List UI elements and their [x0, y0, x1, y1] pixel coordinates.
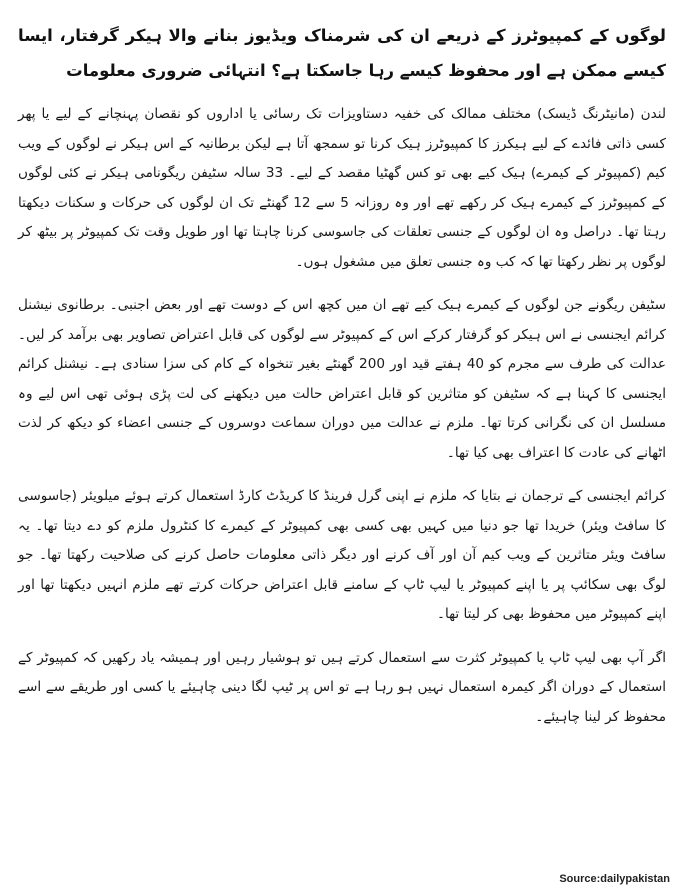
article-paragraph-3: کرائم ایجنسی کے ترجمان نے بتایا کہ ملزم نے اپنی گرل فرینڈ کا کریڈٹ کارڈ استعمال کرتے ہوئے میلویئر (جاسوسی کا سافٹ ویئر) خریدا تھا جو دنیا میں کہیں بھی کسی بھی کمپیوٹر کے کیمرے کا کنٹرول ملزم کو دے دیتا تھا۔ یہ سافٹ ویئر متاثرین کے ویب کیم آن اور آف کرنے اور دیگر ذاتی معلومات حاصل کرنے کی صلاحیت رکھتا تھا۔ جو لوگ بھی سکائپ پر یا اپنے کمپیوٹر یا لیپ ٹاپ کے سامنے قابل اعتراض حرکات کرتے تھے ملزم انہیں دیکھتا تھا اور اپنے کمپیوٹر میں محفوظ بھی کر لیتا تھا۔	[18, 488, 666, 622]
article-paragraph-2: سٹیفن ریگونے جن لوگوں کے کیمرے ہیک کیے تھے ان میں کچھ اس کے دوست تھے اور بعض اجنبی۔ برطانوی نیشنل کرائم ایجنسی نے اس ہیکر کو گرفتار کرکے اس کے کمپیوٹر سے لوگوں کی قابل اعتراض تصاویر بھی برآمد کر لیں۔ عدالت کی طرف سے مجرم کو 40 ہفتے قید اور 200 گھنٹے بغیر تنخواہ کے کام کی سزا سنادی ہے۔ نیشنل کرائم ایجنسی کا کہنا ہے کہ سٹیفن کو متاثرین کو قابل اعتراض حالت میں دیکھنے کی لت پڑی ہوئی تھی اس لیے وہ مسلسل ان کی نگرانی کرتا تھا۔ ملزم نے عدالت میں دوران سماعت دوسروں کے جنسی اعضاء کو دیکھ کر لذت اٹھانے کی عادت کا اعتراف بھی کیا تھا۔	[18, 297, 666, 461]
article-paragraph-1: لندن (مانیٹرنگ ڈیسک) مختلف ممالک کی خفیہ دستاویزات تک رسائی یا اداروں کو نقصان پہنچانے کے لیے یا پھر کسی ذاتی فائدے کے لیے ہیکرز کا کمپیوٹرز ہیک کرنا تو سمجھ آتا ہے لیکن برطانیہ کے اس ہیکر نے لوگوں کے ویب کیم (کمپیوٹر کے کیمرے) ہیک کیے بھی تو کس گھٹیا مقصد کے لیے۔ 33 سالہ سٹیفن ریگونامی ہیکر نے کئی لوگوں کے کمپیوٹرز کے کیمرے ہیک کر رکھے تھے اور وہ روزانہ 5 سے 12 گھنٹے تک ان لوگوں کی حرکات و سکنات دیکھتا رہتا تھا۔ دراصل وہ ان لوگوں کے جنسی تعلقات کی جاسوسی کرنا چاہتا تھا اور طویل وقت تک کمپیوٹر پر بیٹھ کر لوگوں پر نظر رکھتا تھا کہ کب وہ جنسی تعلق میں مشغول ہوں۔	[18, 106, 666, 270]
article-paragraph-4: اگر آپ بھی لیپ ٹاپ یا کمپیوٹر کثرت سے استعمال کرتے ہیں تو ہوشیار رہیں اور ہمیشہ یاد رکھیں کہ کمپیوٹر کے استعمال کے دوران اگر کیمرہ استعمال نہیں ہو رہا ہے تو اس پر ٹیپ لگا دینی چاہیئے یا کسی اور طریقے سے اسے محفوظ کر لینا چاہیئے۔	[18, 649, 666, 725]
source-credit: Source:dailypakistan	[559, 873, 670, 885]
article-headline: لوگوں کے کمپیوٹرز کے ذریعے ان کی شرمناک ویڈیوز بنانے والا ہیکر گرفتار، ایسا کیسے ممکن ہے اور محفوظ کیسے رہا جاسکتا ہے؟ انتہائی ضروری معلومات	[18, 26, 666, 80]
article	[18, 18, 666, 746]
